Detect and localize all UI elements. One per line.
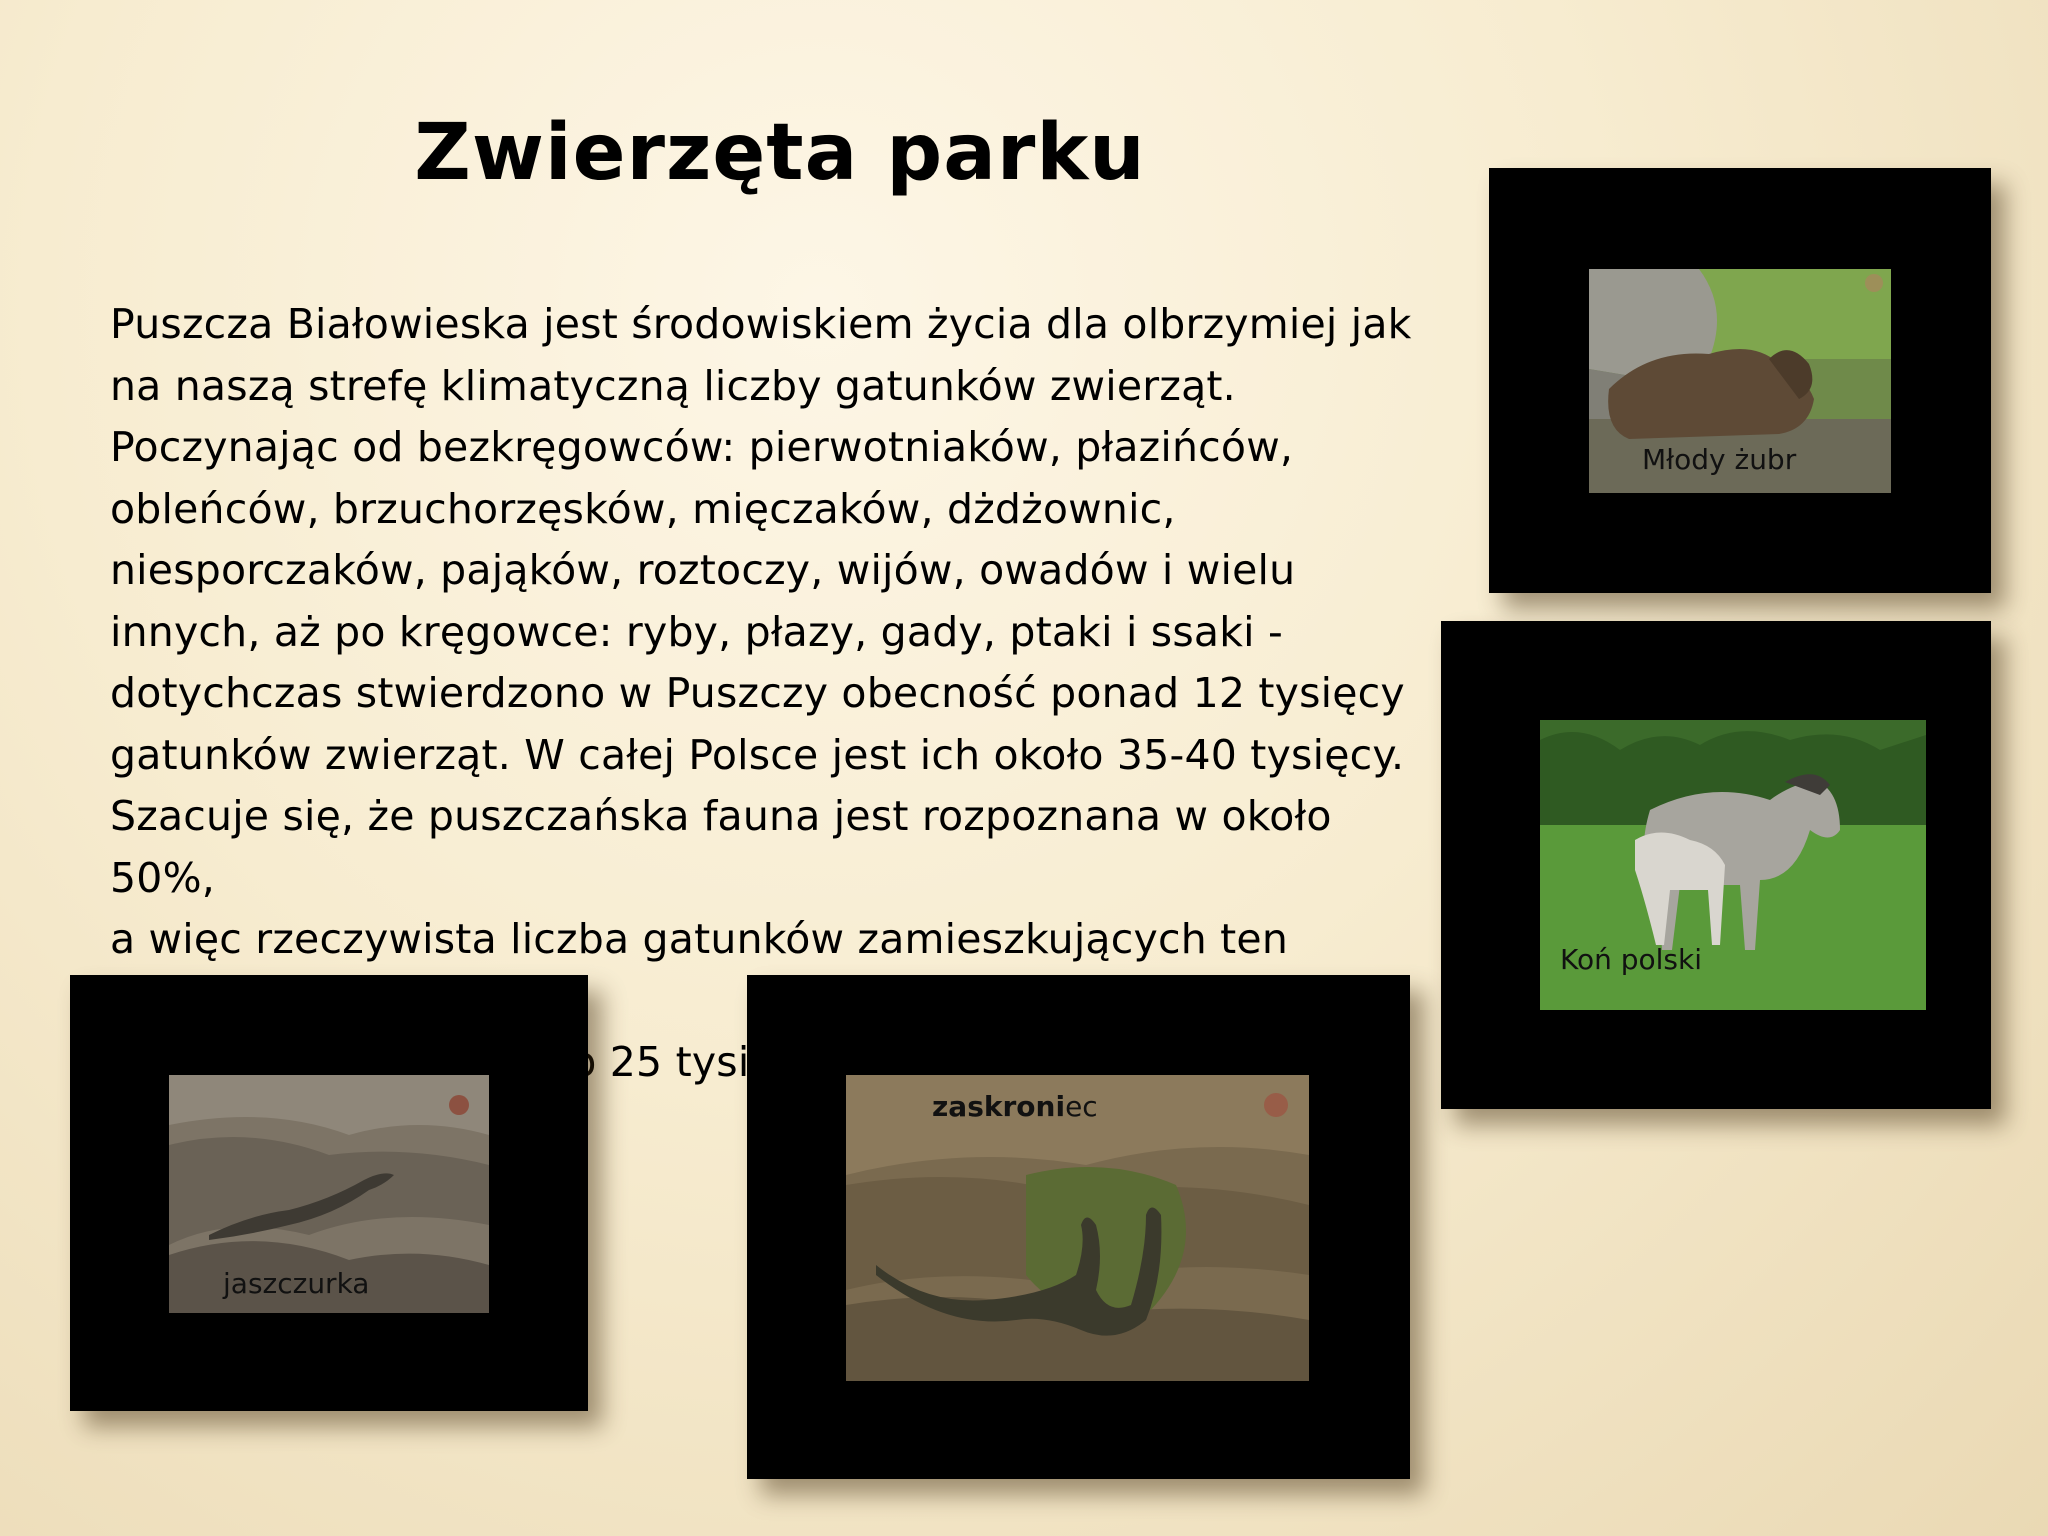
- slide-body-text: Puszcza Białowieska jest środowiskiem życia dla olbrzymiej jak na naszą strefę klimatyczną liczby gatunków zwierząt. Poczynając od bezkręgowców: pierwotniaków, płazińców, obleńców, brzuchorzęsków, mięczaków, dżdżownic, niesporczaków, pająków, roztoczy, wijów, owadów i wielu innych, aż po kręgowce: ryby, płazy, gady, ptaki i ssaki - dotychczas stwierdzono w Puszczy obecność ponad 12 tysięcy gatunków zwierząt. W całej Polsce jest ich około 35-40 tysięcy. Szacuje się, że puszczańska fauna jest rozpoznana w około 50%, a więc rzeczywista liczba gatunków zamieszkujących ten 25: [110, 300, 1412, 1086]
- lizard-photo-frame: [70, 975, 588, 1411]
- snake-caption: [932, 1090, 1098, 1123]
- lizard-caption: jaszczurka: [223, 1267, 370, 1300]
- horse-photo-frame: [1441, 621, 1991, 1109]
- slide-title: Zwierzęta parku: [414, 108, 1146, 198]
- bison-photo-frame: [1489, 168, 1991, 593]
- snake-photo-frame: [747, 975, 1410, 1479]
- snake-caption-bold: zaskroni: [932, 1090, 1066, 1123]
- bison-caption: Młody żubr: [1642, 443, 1797, 476]
- snake-caption-rest: ec: [1065, 1090, 1098, 1123]
- horse-caption: Koń polski: [1560, 943, 1703, 976]
